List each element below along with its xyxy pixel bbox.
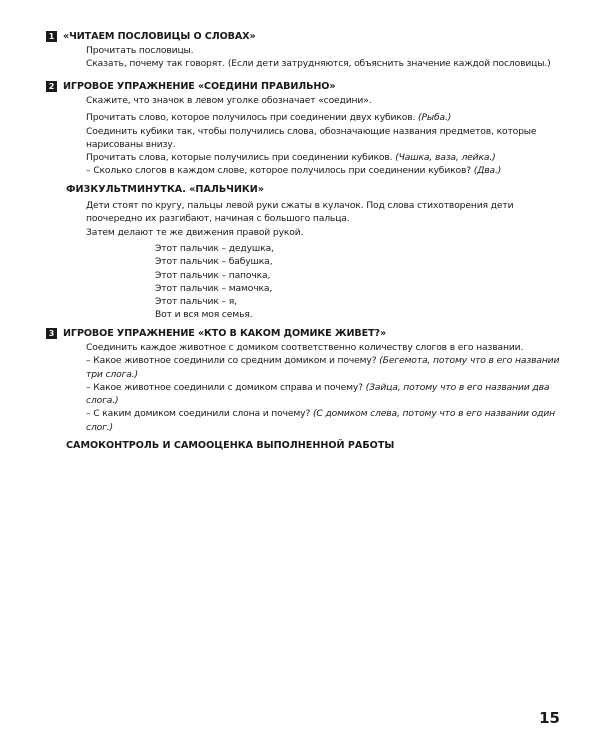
fizkult-heading: ФИЗКУЛЬТМИНУТКА. «ПАЛЬЧИКИ»	[66, 184, 265, 195]
section-3-q1-answer: (Бегемота, потому что в его названии три слога.)	[86, 355, 560, 380]
section-2-line-3: Соединить кубики так, чтобы получились слова, обозначающие названия предметов, которые нарисованы внизу.	[86, 125, 537, 150]
section-1-body	[86, 44, 568, 71]
section-3-number: 3	[46, 328, 57, 339]
fizkult-body	[86, 199, 568, 239]
poem-line-3: Этот пальчик – папочка,	[155, 269, 271, 281]
section-2-line-4-text: Прочитать слова, которые получились при соединении кубиков.	[86, 152, 393, 164]
section-1-line-2: Сказать, почему так говорят. (Если дети затрудняются, объяснить значение каждой пословицы.)	[86, 58, 551, 70]
fizkult-line-1: Дети стоят по кругу, пальцы левой руки сжаты в кулачок. Под слова стихотворения дети поочередно их разгибают, начиная с большого пальца.	[86, 200, 514, 225]
section-1-line-1: Прочитать пословицы.	[86, 45, 194, 56]
poem-line-4: Этот пальчик – мамочка,	[155, 282, 273, 294]
section-2-line-2	[86, 111, 568, 124]
section-3-line-1: Соединить каждое животное с домиком соответственно количеству слогов в его названии.	[86, 342, 524, 353]
poem-line-2: Этот пальчик – бабушка,	[155, 256, 273, 268]
section-2-line-5-answer: (Два.)	[473, 165, 502, 177]
section-1-heading	[46, 29, 256, 43]
page-number: 15	[539, 709, 560, 727]
poem	[155, 242, 274, 322]
section-1-title: «ЧИТАЕМ ПОСЛОВИЦЫ О СЛОВАХ»	[63, 30, 256, 42]
section-2-line-4	[86, 151, 568, 164]
section-2-title: ИГРОВОЕ УПРАЖНЕНИЕ «СОЕДИНИ ПРАВИЛЬНО»	[63, 80, 336, 92]
poem-line-1: Этот пальчик – дедушка,	[155, 243, 274, 254]
section-3-question-3	[86, 407, 568, 434]
section-2-line-1: Скажите, что значок в левом уголке обозначает «соедини».	[86, 95, 372, 106]
section-2-body	[86, 94, 568, 178]
section-2-number: 2	[46, 81, 57, 92]
selfcontrol-heading: САМОКОНТРОЛЬ И САМООЦЕНКА ВЫПОЛНЕННОЙ РАБОТЫ	[66, 440, 395, 451]
section-2-line-2-text: Прочитать слово, которое получилось при соединении двух кубиков.	[86, 112, 416, 124]
section-3-heading	[46, 326, 386, 340]
section-3-title: ИГРОВОЕ УПРАЖНЕНИЕ «КТО В КАКОМ ДОМИКЕ ЖИВЕТ?»	[63, 327, 387, 339]
section-2-heading	[46, 79, 335, 93]
section-3-body	[86, 341, 568, 434]
fizkult-line-2: Затем делают те же движения правой рукой.	[86, 226, 304, 238]
section-3-q1-text: – Какое животное соединили со средним домиком и почему?	[86, 355, 377, 367]
section-3-q2-text: – Какое животное соединили с домиком справа и почему?	[86, 381, 363, 393]
section-3-q2-answer: (Зайца, потому что в его названии два слога.)	[86, 381, 550, 407]
section-2-line-4-answer: (Чашка, ваза, лейка.)	[395, 152, 496, 164]
section-3-q3-text: – С каким домиком соединили слона и почему?	[86, 408, 311, 420]
poem-line-6: Вот и вся моя семья.	[155, 309, 253, 321]
section-2-line-5	[86, 164, 568, 177]
section-3-question-2	[86, 381, 568, 408]
section-3-q3-answer: (С домиком слева, потому что в его названии один слог.)	[86, 408, 556, 433]
section-2-line-5-text: – Сколько слогов в каждом слове, которое получилось при соединении кубиков?	[86, 165, 472, 177]
section-2-line-2-answer: (Рыба.)	[418, 112, 452, 124]
poem-line-5: Этот пальчик – я,	[155, 296, 237, 308]
section-3-question-1	[86, 354, 568, 381]
section-1-number: 1	[46, 31, 57, 42]
